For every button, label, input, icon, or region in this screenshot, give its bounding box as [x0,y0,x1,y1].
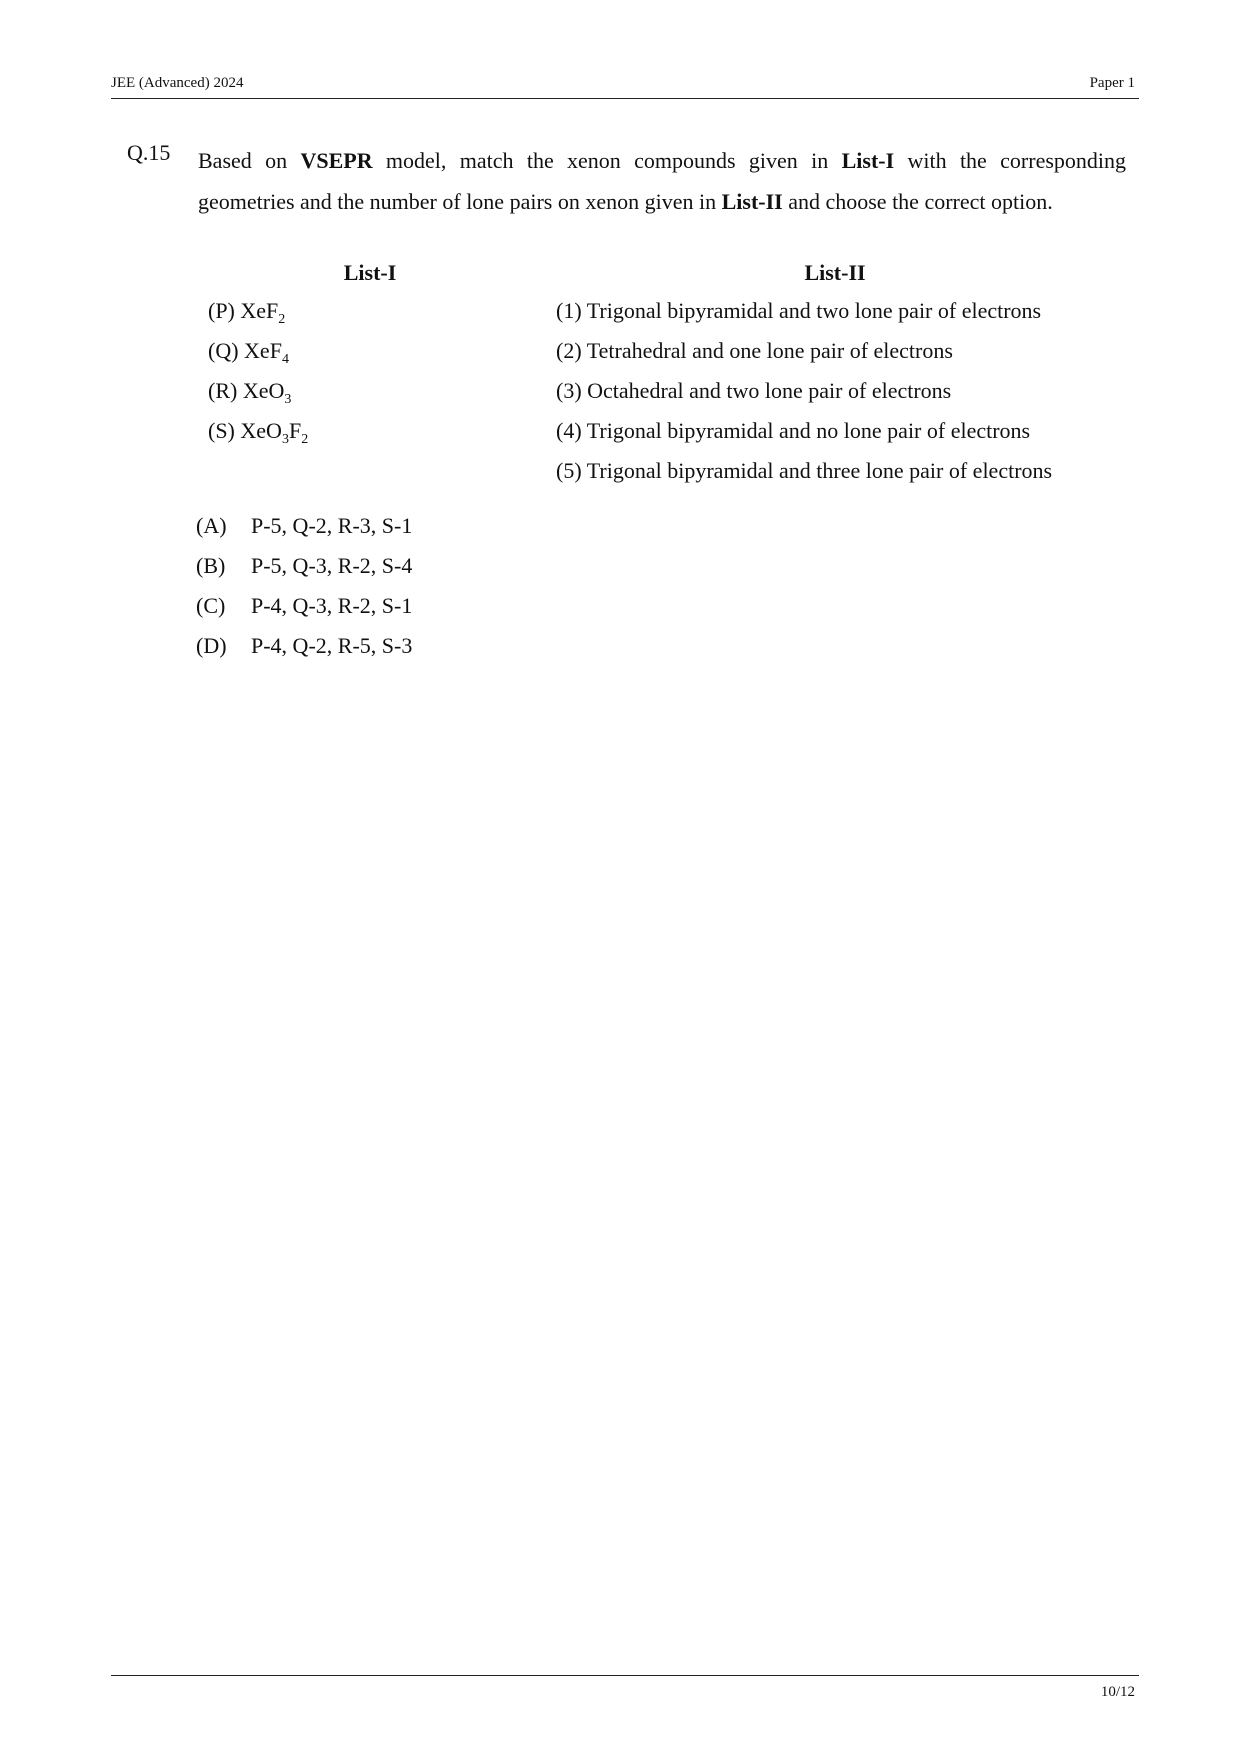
formula: XeF [244,338,282,363]
list-2-item-3: (3) Octahedral and two lone pair of electrons [556,378,952,403]
option-letter: (D) [196,633,227,658]
item-label: (S) [208,418,241,443]
list-1-item-p [208,298,286,327]
list-2-item-5: (5) Trigonal bipyramidal and three lone pair of electrons [556,458,1053,483]
subscript: 3 [284,392,292,407]
question-text [198,140,1126,222]
item-label: (Q) [208,338,245,363]
question-text-bold: List-II [721,189,783,214]
formula: F [288,418,302,443]
option-b[interactable] [196,553,412,579]
question-text-part: model, match the xenon compounds given in [372,148,842,173]
formula: XeO [240,418,282,443]
option-d[interactable] [196,633,412,659]
option-text: P-5, Q-2, R-3, S-1 [251,513,413,538]
page-footer [111,1675,1139,1706]
option-text: P-4, Q-3, R-2, S-1 [251,593,413,618]
exam-title: JEE (Advanced) 2024 [111,75,244,91]
option-text: P-5, Q-3, R-2, S-4 [251,553,413,578]
option-text: P-4, Q-2, R-5, S-3 [251,633,413,658]
question-text-part: and choose the correct option. [782,189,1053,214]
list-2-item-4: (4) Trigonal bipyramidal and no lone pair of electrons [556,418,1031,443]
list-2-heading: List-II [804,260,866,285]
question-number: Q.15 [127,140,171,165]
formula: XeO [242,378,285,403]
page-header [111,74,1139,99]
question-text-bold: List-I [841,148,895,173]
list-2-item-1: (1) Trigonal bipyramidal and two lone pair of electrons [556,298,1042,323]
option-a[interactable] [196,513,412,539]
question-text-part: Based on [198,148,301,173]
option-letter: (C) [196,593,226,618]
question-text-part: with the corresponding geometries and the number of lone pairs on xenon given in [198,148,1127,214]
page-number: 10/12 [1100,1684,1135,1700]
list-1-item-s [208,418,309,447]
option-letter: (B) [196,553,226,578]
subscript: 4 [281,352,289,367]
subscript: 2 [301,432,309,447]
formula: XeF [240,298,279,323]
list-1-item-r [208,378,292,407]
list-1-item-q [208,338,289,367]
paper-label: Paper 1 [1089,75,1135,91]
subscript: 2 [278,312,286,327]
list-2-item-2: (2) Tetrahedral and one lone pair of electrons [556,338,953,363]
item-label: (P) [208,298,241,323]
question-text-bold: VSEPR [300,148,373,173]
item-label: (R) [208,378,243,403]
option-letter: (A) [196,513,227,538]
list-1-heading: List-I [343,260,397,285]
subscript: 3 [281,432,289,447]
option-c[interactable] [196,593,412,619]
